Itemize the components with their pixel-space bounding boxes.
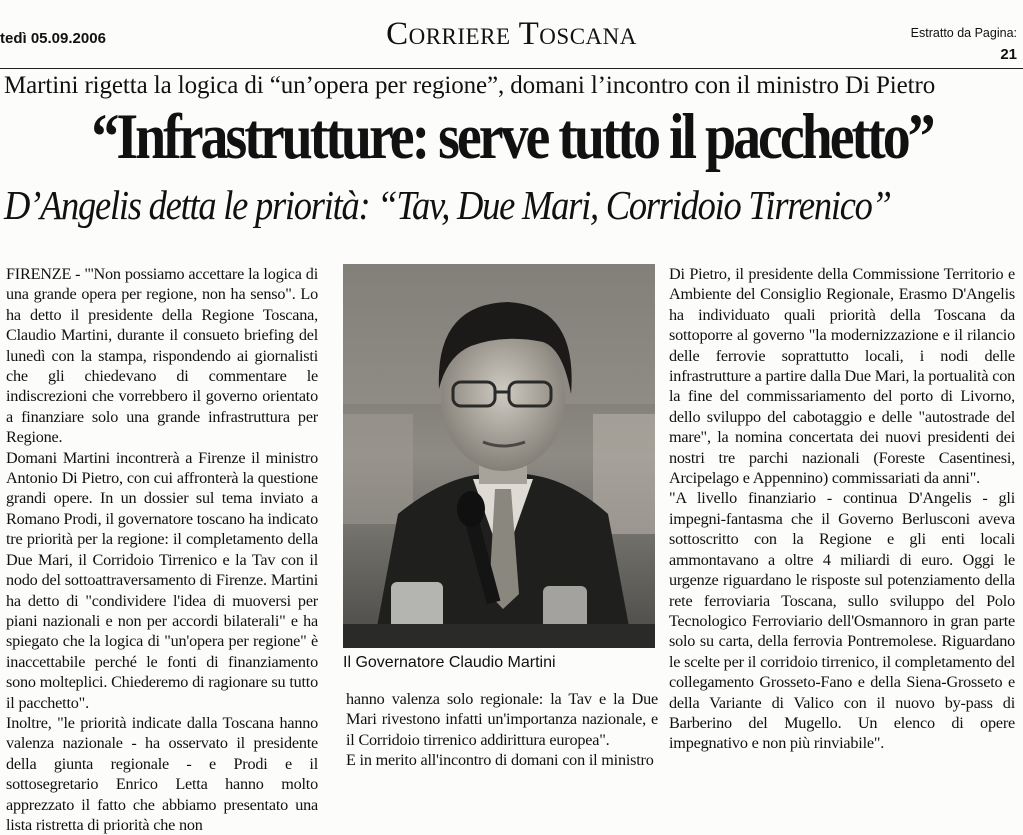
- paragraph: hanno valenza solo regionale: la Tav e la Due Mari rivestono infatti un'importanza nazionale, e il Corridoio tirrenico addirittura europea".: [346, 690, 658, 749]
- column-left: [6, 264, 318, 835]
- page-number: 21: [1000, 46, 1017, 63]
- extract-label: Estratto da Pagina:: [910, 26, 1017, 40]
- paragraph: Inoltre, "le priorità indicate dalla Toscana hanno valenza nazionale - ha osservato il presidente della giunta regionale - e Prodi e il sottosegretario Enrico Letta hanno molto apprezzato il fatto che abbiamo presentato una lista ristretta di priorità che non: [6, 713, 318, 834]
- masthead: Corriere Toscana: [386, 16, 637, 52]
- article-subhead: D’Angelis detta le priorità: “Tav, Due Mari, Corridoio Tirrenico”: [4, 182, 891, 228]
- paragraph: "A livello finanziario - continua D'Angelis - gli impegni-fantasma che il Governo Berlusconi aveva sottoscritto con la Regione e gli enti locali ammontavano a oltre 4 miliardi di euro. Oggi le urgenze riguardano le risposte sul potenziamento della rete ferroviaria Toscana, sullo sviluppo del Polo Tecnologico Ferroviario dell'Osmannoro in gran parte solo su carta, della ferrovia Pontremolese. Riguardano le scelte per il corridoio tirrenico, il completamento del collegamento Grosseto-Fano e della Siena-Grosseto e della Variante di Valico con il nuovo by-pass di Barberino del Mugello. Un elenco di opere impegnativo e non più rinviabile".: [669, 489, 1015, 753]
- column-middle: [346, 689, 658, 771]
- paragraph: FIRENZE - "'Non possiamo accettare la logica di una grande opera per regione, non ha senso". Lo ha detto il presidente della Regione Toscana, Claudio Martini, durante il consueto briefing del lunedì con la stampa, rispondendo ai giornalisti che gli chiedevano di commentare le indiscrezioni che vorrebbero il governo orientato a finanziare solo una grande infrastruttura per Regione.: [6, 265, 318, 447]
- article-kicker: Martini rigetta la logica di “un’opera per regione”, domani l’incontro con il ministro Di Pietro: [4, 72, 936, 99]
- article-headline: “Infrastrutture: serve tutto il pacchetto”: [91, 101, 933, 173]
- paragraph: Di Pietro, il presidente della Commissione Territorio e Ambiente del Consiglio Regionale, Erasmo D'Angelis ha individuato quali priorità della Toscana da sottoporre al governo "la modernizzazione e il rilancio delle ferrovie soprattutto locali, i nodi delle infrastrutture a partire dalla Due Mari, la portualità con la fine del commissariamento del porto di Livorno, dello sviluppo del cabotaggio e delle "autostrade del mare", la nomina concertata dei nuovi presidenti dei nostri tre parchi nazionali (Foreste Casentinesi, Arcipelago e Appennino) commissariati da anni".: [669, 265, 1015, 488]
- article-photo: [343, 264, 655, 648]
- publication-date: tedì 05.09.2006: [0, 30, 106, 47]
- photo-caption: Il Governatore Claudio Martini: [343, 654, 556, 671]
- column-right: [669, 264, 1015, 754]
- header-rule: [0, 68, 1023, 69]
- paragraph: E in merito all'incontro di domani con il ministro: [346, 751, 654, 770]
- paragraph: Domani Martini incontrerà a Firenze il ministro Antonio Di Pietro, con cui affronterà la questione grandi opere. In un dossier sul tema inviato a Romano Prodi, il governatore toscano ha indicato tre priorità per la regione: il completamento della Due Mari, il Corridoio Tirrenico e la Tav con il nodo del sottoattraversamento di Firenze. Martini ha detto di "condividere l'idea di muoversi per piani nazionali e non per accordi bilaterali" e ha spiegato che la logica di "un'opera per regione" è inaccettabile perché le fonti di finanziamento sono molteplici. Chiederemo di ragionare su tutto il pacchetto".: [6, 448, 318, 712]
